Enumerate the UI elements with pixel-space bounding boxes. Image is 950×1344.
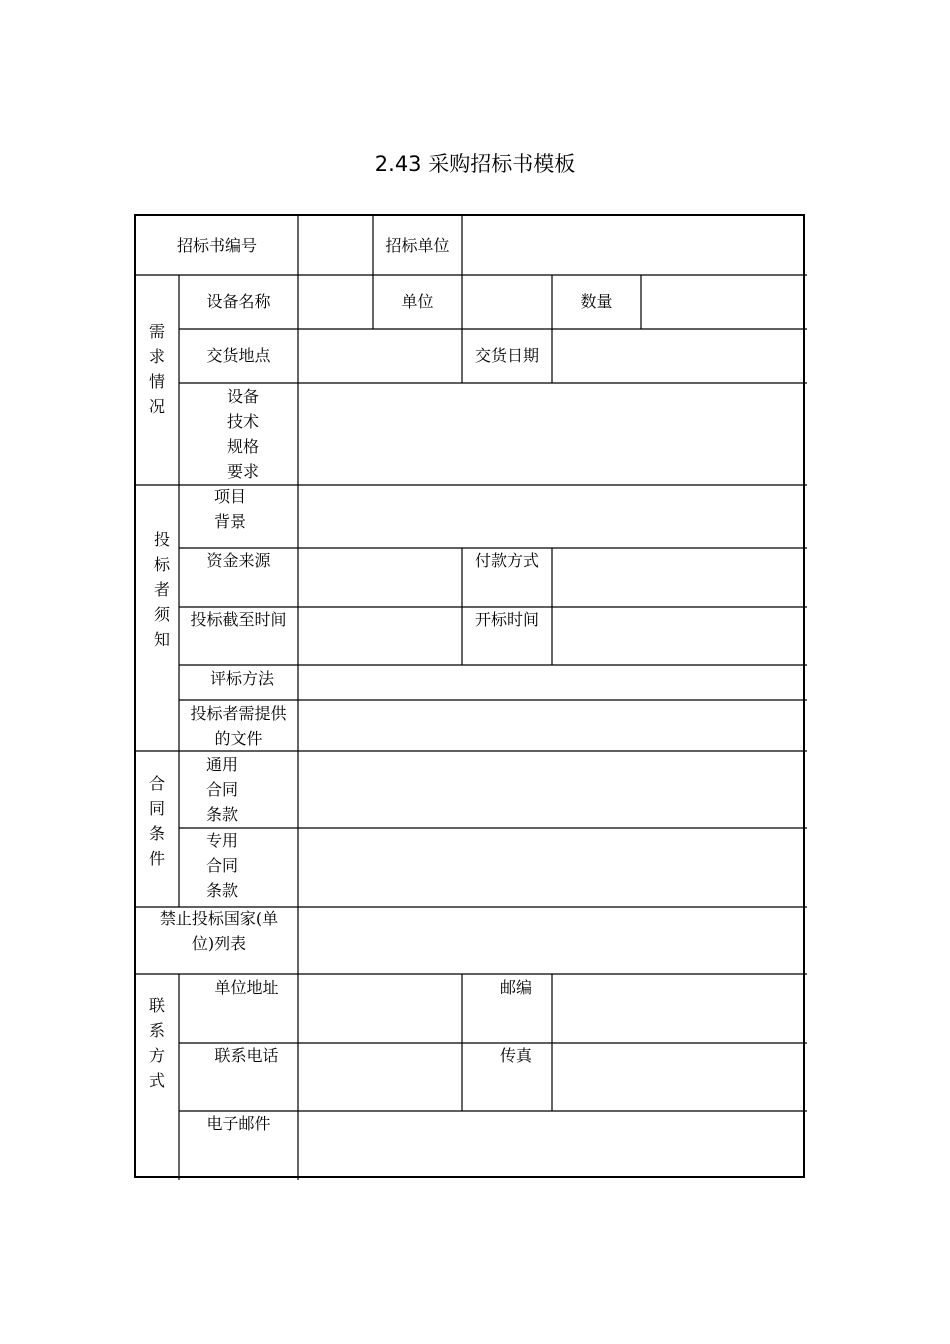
- tender-form: [134, 214, 805, 1178]
- contract-section-label: 合 同 条 件: [148, 774, 165, 868]
- equipment-name-field[interactable]: [298, 275, 373, 329]
- delivery-date-label: 交货日期: [474, 346, 539, 365]
- delivery-place-label: 交货地点: [206, 346, 271, 365]
- page-title: 2.43 采购招标书模板: [374, 152, 576, 176]
- evaluation-method-label: 评标方法: [209, 669, 274, 688]
- quantity-field[interactable]: [641, 275, 807, 329]
- postcode-label: 邮编: [499, 978, 532, 997]
- fax-label: 传真: [499, 1046, 532, 1065]
- phone-label: 联系电话: [214, 1046, 279, 1065]
- required-documents-label: 投标者需提供 的文件: [190, 704, 287, 748]
- tender-no-label: 招标书编号: [176, 236, 257, 255]
- project-background-label: 项目 背景: [214, 487, 247, 531]
- general-terms-field[interactable]: [298, 751, 807, 828]
- banned-list-field[interactable]: [298, 907, 807, 974]
- project-background-field[interactable]: [298, 485, 807, 548]
- bid-deadline-field[interactable]: [298, 607, 462, 665]
- equipment-name-label: 设备名称: [206, 292, 271, 311]
- required-documents-field[interactable]: [298, 700, 807, 751]
- banned-list-label: 禁止投标国家(单 位)列表: [159, 909, 279, 953]
- email-label: 电子邮件: [206, 1114, 271, 1133]
- payment-method-label: 付款方式: [474, 551, 539, 570]
- postcode-field[interactable]: [552, 974, 807, 1043]
- tech-spec-label: 设备 技术 规格 要求: [227, 387, 260, 481]
- unit-field[interactable]: [462, 275, 552, 329]
- tender-unit-field[interactable]: [462, 216, 807, 275]
- unit-label: 单位: [401, 292, 434, 311]
- bid-opening-label: 开标时间: [474, 610, 539, 629]
- tech-spec-field[interactable]: [298, 383, 807, 485]
- phone-field[interactable]: [298, 1043, 462, 1111]
- email-field[interactable]: [298, 1111, 807, 1180]
- fund-source-label: 资金来源: [206, 551, 271, 570]
- payment-method-field[interactable]: [552, 548, 807, 607]
- bid-opening-field[interactable]: [552, 607, 807, 665]
- quantity-label: 数量: [580, 292, 613, 311]
- special-terms-label: 专用 合同 条款: [206, 831, 239, 900]
- bid-deadline-label: 投标截至时间: [190, 610, 287, 629]
- contact-section-label: 联 系 方 式: [148, 996, 165, 1090]
- fax-field[interactable]: [552, 1043, 807, 1111]
- fund-source-field[interactable]: [298, 548, 462, 607]
- address-field[interactable]: [298, 974, 462, 1043]
- bidder-notice-section-label: 投 标 者 须 知: [153, 530, 170, 649]
- delivery-place-field[interactable]: [298, 329, 462, 383]
- general-terms-label: 通用 合同 条款: [206, 755, 239, 824]
- tender-no-field[interactable]: [298, 216, 373, 275]
- demand-section-label: 需 求 情 况: [148, 322, 165, 416]
- special-terms-field[interactable]: [298, 828, 807, 907]
- delivery-date-field[interactable]: [552, 329, 807, 383]
- address-label: 单位地址: [214, 978, 279, 997]
- tender-unit-label: 招标单位: [385, 236, 450, 255]
- evaluation-method-field[interactable]: [298, 665, 807, 700]
